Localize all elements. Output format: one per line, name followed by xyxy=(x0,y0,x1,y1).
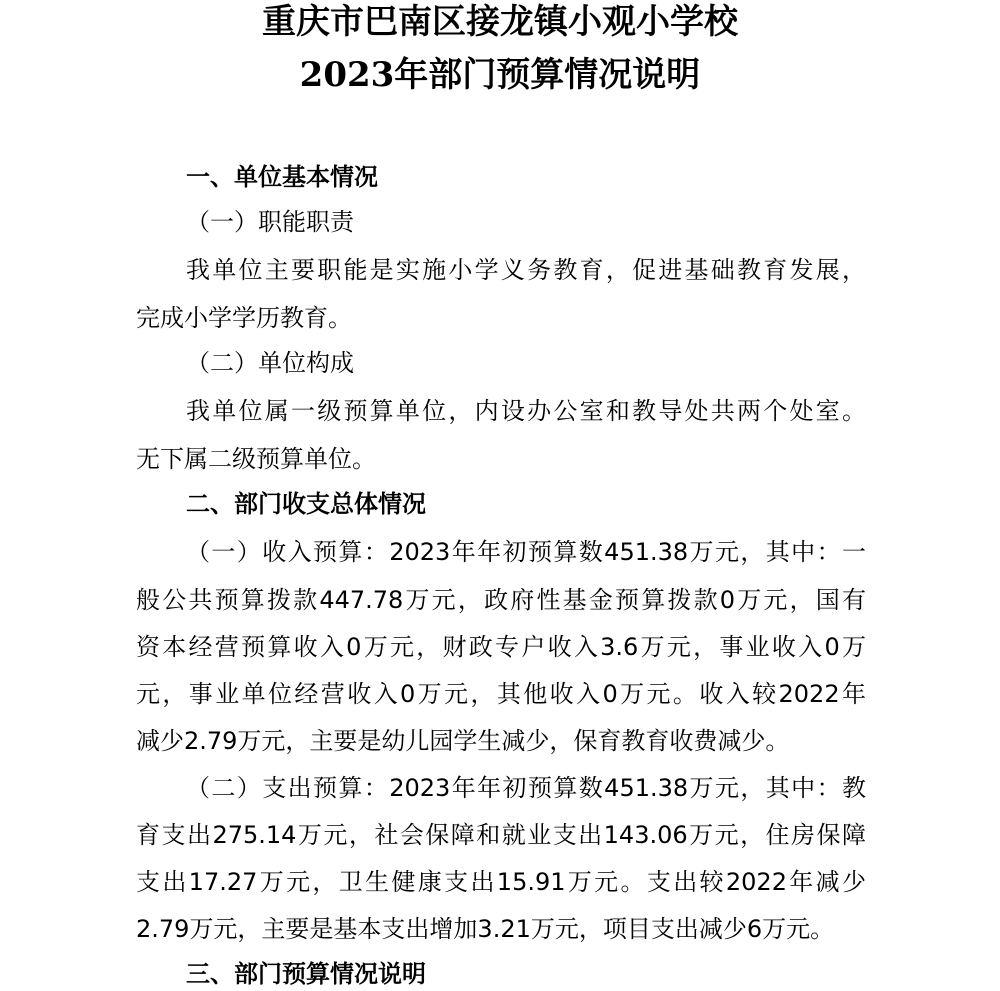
income-paragraph-line: 资本经营预算收入0万元，财政专户收入3.6万元，事业收入0万 xyxy=(136,633,866,661)
document-title-line-1: 重庆市巴南区接龙镇小观小学校 xyxy=(262,2,738,42)
expense-paragraph-line: 2.79万元，主要是基本支出增加3.21万元，项目支出减少6万元。 xyxy=(136,915,835,943)
paragraph-line: 我单位属一级预算单位，内设办公室和教导处共两个处室。 xyxy=(186,397,866,425)
paragraph-line: 完成小学学历教育。 xyxy=(136,304,352,332)
income-paragraph-line: （一）收入预算：2023年年初预算数451.38万元，其中：一 xyxy=(186,538,866,566)
subsection-structure-heading: （二）单位构成 xyxy=(186,349,354,377)
expense-paragraph-line: 支出17.27万元，卫生健康支出15.91万元。支出较2022年减少 xyxy=(136,868,866,896)
income-paragraph-line: 减少2.79万元，主要是幼儿园学生减少，保育教育收费减少。 xyxy=(136,727,790,755)
paragraph-line: 我单位主要职能是实施小学义务教育，促进基础教育发展， xyxy=(186,256,866,284)
expense-paragraph-line: （二）支出预算：2023年年初预算数451.38万元，其中：教 xyxy=(186,774,866,802)
section-3-heading: 三、部门预算情况说明 xyxy=(186,960,426,988)
section-2-heading: 二、部门收支总体情况 xyxy=(186,490,426,518)
expense-paragraph-line: 育支出275.14万元，社会保障和就业支出143.06万元，住房保障 xyxy=(136,821,866,849)
section-1-heading: 一、单位基本情况 xyxy=(186,163,378,191)
income-paragraph-line: 元，事业单位经营收入0万元，其他收入0万元。收入较2022年 xyxy=(136,680,866,708)
income-paragraph-line: 般公共预算拨款447.78万元，政府性基金预算拨款0万元，国有 xyxy=(136,586,866,614)
document-title-line-2: 2023年部门预算情况说明 xyxy=(299,55,701,95)
subsection-duties-heading: （一）职能职责 xyxy=(186,208,354,236)
paragraph-line: 无下属二级预算单位。 xyxy=(136,445,376,473)
